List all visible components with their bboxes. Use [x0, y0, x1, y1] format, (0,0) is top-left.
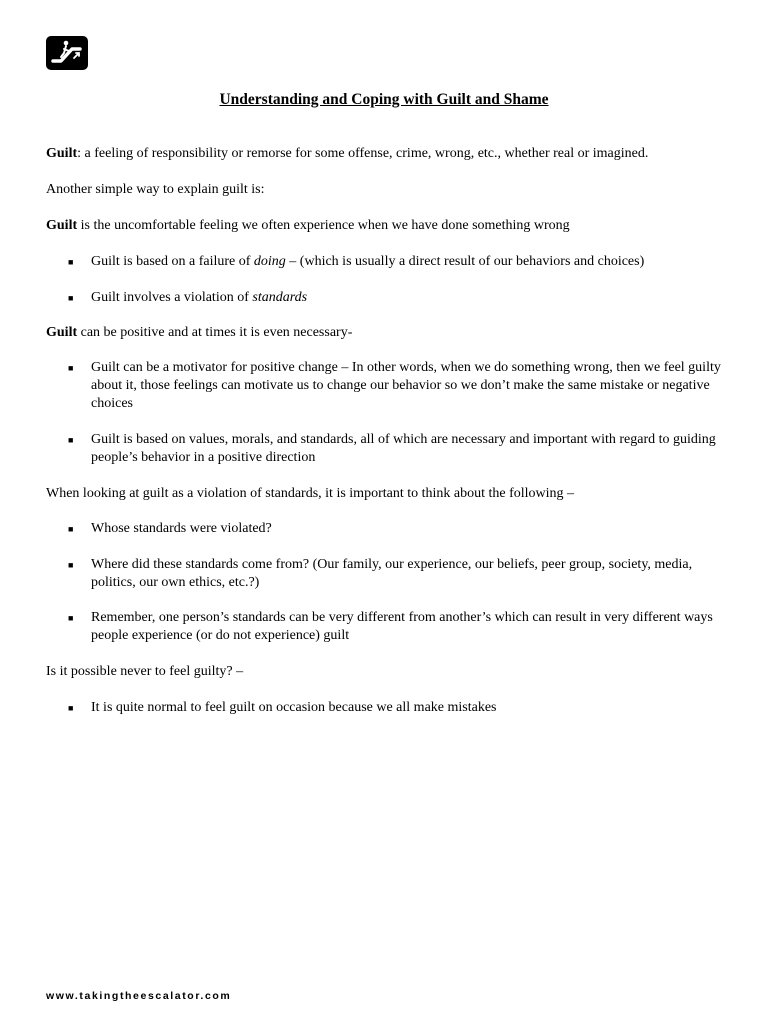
escalator-icon: [46, 36, 88, 70]
list-item: Guilt is based on values, morals, and standards, all of which are necessary and important with regard to guiding people’s behavior in a positive direction: [91, 432, 716, 465]
bullet-icon: ■: [68, 363, 74, 373]
definition-text: : a feeling of responsibility or remorse for some offense, crime, wrong, etc., whether real or imagined.: [77, 146, 649, 161]
paragraph-simple-way: Another simple way to explain guilt is:: [46, 182, 265, 197]
paragraph-violation-standards: When looking at guilt as a violation of standards, it is important to think about the following –: [46, 486, 575, 501]
bullet-icon: ■: [68, 435, 74, 445]
escalator-logo-icon: [46, 36, 88, 70]
bullet-icon: ■: [68, 524, 74, 534]
guilt-positive: [46, 324, 728, 342]
bullet-icon: ■: [68, 293, 74, 303]
guilt-definition: [46, 145, 728, 163]
bullet-icon: ■: [68, 257, 74, 267]
list-item: Guilt can be a motivator for positive change – In other words, when we do something wrong, then we feel guilty about it, those feelings can motivate us to change our behavior so we don’t make the same mistake or negative choices: [91, 360, 721, 411]
bullet-icon: ■: [68, 703, 74, 713]
term-guilt: Guilt: [46, 218, 78, 233]
bullet-icon: ■: [68, 613, 74, 623]
positive-text: can be positive and at times it is even necessary-: [77, 325, 353, 340]
footer-website-link[interactable]: www.takingtheescalator.com: [46, 990, 232, 1002]
page-title: Understanding and Coping with Guilt and Shame: [219, 91, 549, 108]
list-item: Whose standards were violated?: [91, 521, 272, 536]
term-guilt: Guilt: [46, 146, 78, 161]
list-item: Guilt involves a violation of standards: [91, 290, 308, 305]
term-guilt: Guilt: [46, 325, 78, 340]
list-item: Guilt is based on a failure of doing – (which is usually a direct result of our behaviors and choices): [91, 254, 645, 269]
paragraph-never-guilty: Is it possible never to feel guilty? –: [46, 664, 244, 679]
guilt-explanation: [46, 217, 728, 235]
list-item: It is quite normal to feel guilt on occasion because we all make mistakes: [91, 700, 497, 715]
bullet-icon: ■: [68, 560, 74, 570]
list-item: Remember, one person’s standards can be very different from another’s which can result in very different ways people experience (or do not experience) guilt: [91, 610, 713, 643]
list-item: Where did these standards come from? (Our family, our experience, our beliefs, peer group, society, media, politics, our own ethics, etc.?): [91, 557, 693, 590]
explanation-text: is the uncomfortable feeling we often experience when we have done something wrong: [77, 218, 570, 233]
